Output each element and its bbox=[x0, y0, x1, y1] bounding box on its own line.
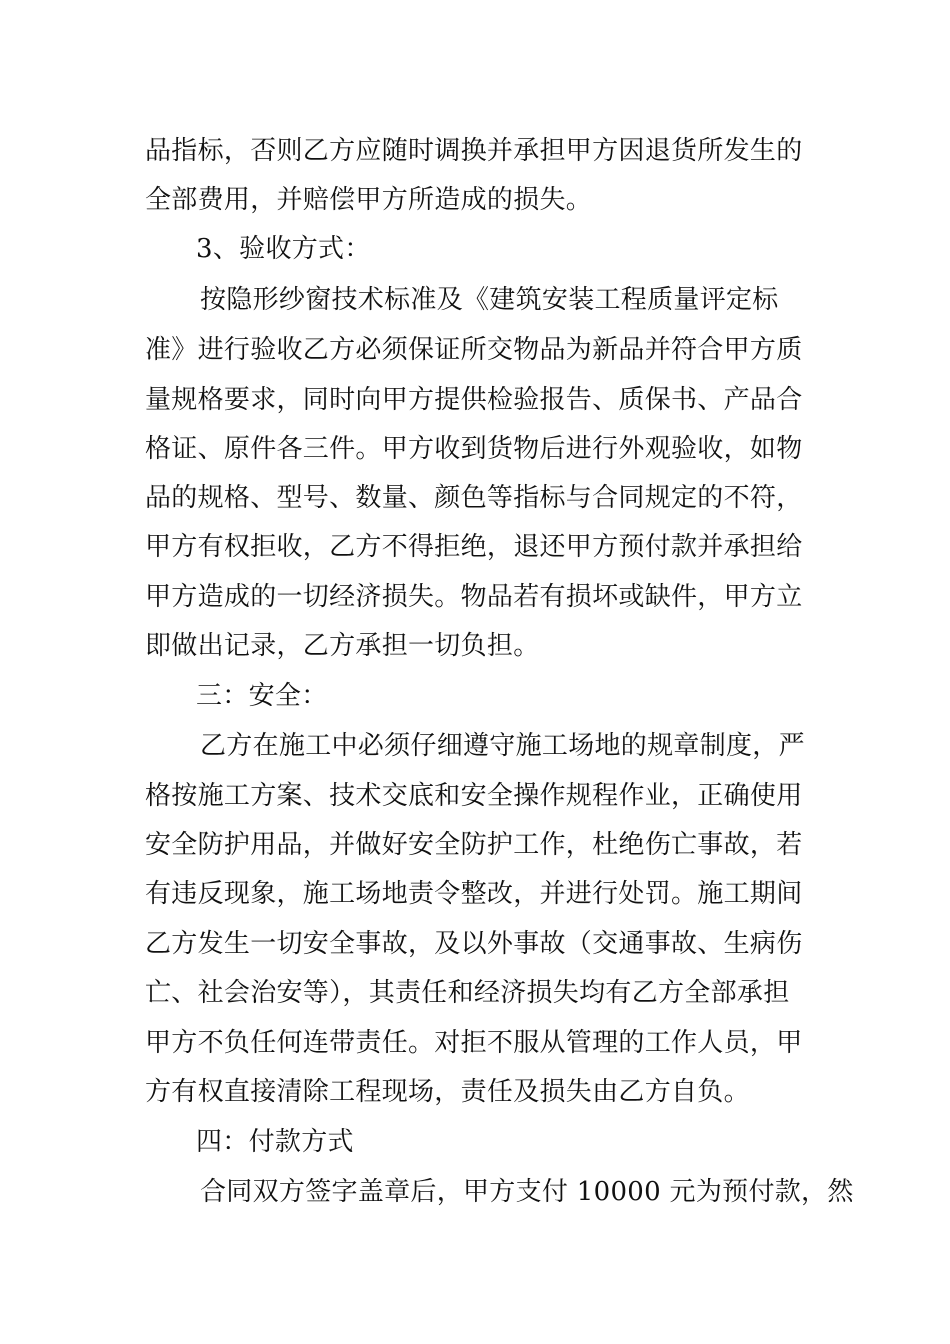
text-line: 有违反现象，施工场地责令整改，并进行处罚。施工期间 bbox=[145, 879, 803, 909]
text-line: 格证、原件各三件。甲方收到货物后进行外观验收，如物 bbox=[145, 434, 803, 464]
section-heading: 3、验收方式： bbox=[196, 234, 371, 264]
text-line: 即做出记录，乙方承担一切负担。 bbox=[145, 631, 540, 661]
text-line: 量规格要求，同时向甲方提供检验报告、质保书、产品合 bbox=[145, 385, 803, 415]
text-line: 乙方在施工中必须仔细遵守施工场地的规章制度，严 bbox=[200, 731, 805, 761]
text-line: 亡、社会治安等），其责任和经济损失均有乙方全部承担 bbox=[145, 978, 790, 1008]
text-line: 品指标，否则乙方应随时调换并承担甲方因退货所发生的 bbox=[145, 136, 803, 166]
text-line: 甲方造成的一切经济损失。物品若有损坏或缺件，甲方立 bbox=[145, 582, 803, 612]
text-line: 甲方不负任何连带责任。对拒不服从管理的工作人员，甲 bbox=[145, 1028, 803, 1058]
text-line: 全部费用，并赔偿甲方所造成的损失。 bbox=[145, 185, 593, 215]
text-line: 乙方发生一切安全事故，及以外事故（交通事故、生病伤 bbox=[145, 929, 803, 959]
section-heading: 三：安全： bbox=[196, 681, 328, 711]
text-line: 格按施工方案、技术交底和安全操作规程作业，正确使用 bbox=[145, 781, 803, 811]
text-line: 准》进行验收乙方必须保证所交物品为新品并符合甲方质 bbox=[145, 335, 803, 365]
text-line: 合同双方签字盖章后，甲方支付 10000 元为预付款，然 bbox=[200, 1177, 854, 1207]
text-line: 安全防护用品，并做好安全防护工作，杜绝伤亡事故，若 bbox=[145, 830, 803, 860]
text-line: 按隐形纱窗技术标准及《建筑安装工程质量评定标 bbox=[200, 285, 779, 315]
text-line: 方有权直接清除工程现场，责任及损失由乙方自负。 bbox=[145, 1077, 750, 1107]
text-line: 品的规格、型号、数量、颜色等指标与合同规定的不符， bbox=[145, 483, 803, 513]
section-heading: 四：付款方式 bbox=[196, 1127, 354, 1157]
text-line: 甲方有权拒收，乙方不得拒绝，退还甲方预付款并承担给 bbox=[145, 532, 803, 562]
